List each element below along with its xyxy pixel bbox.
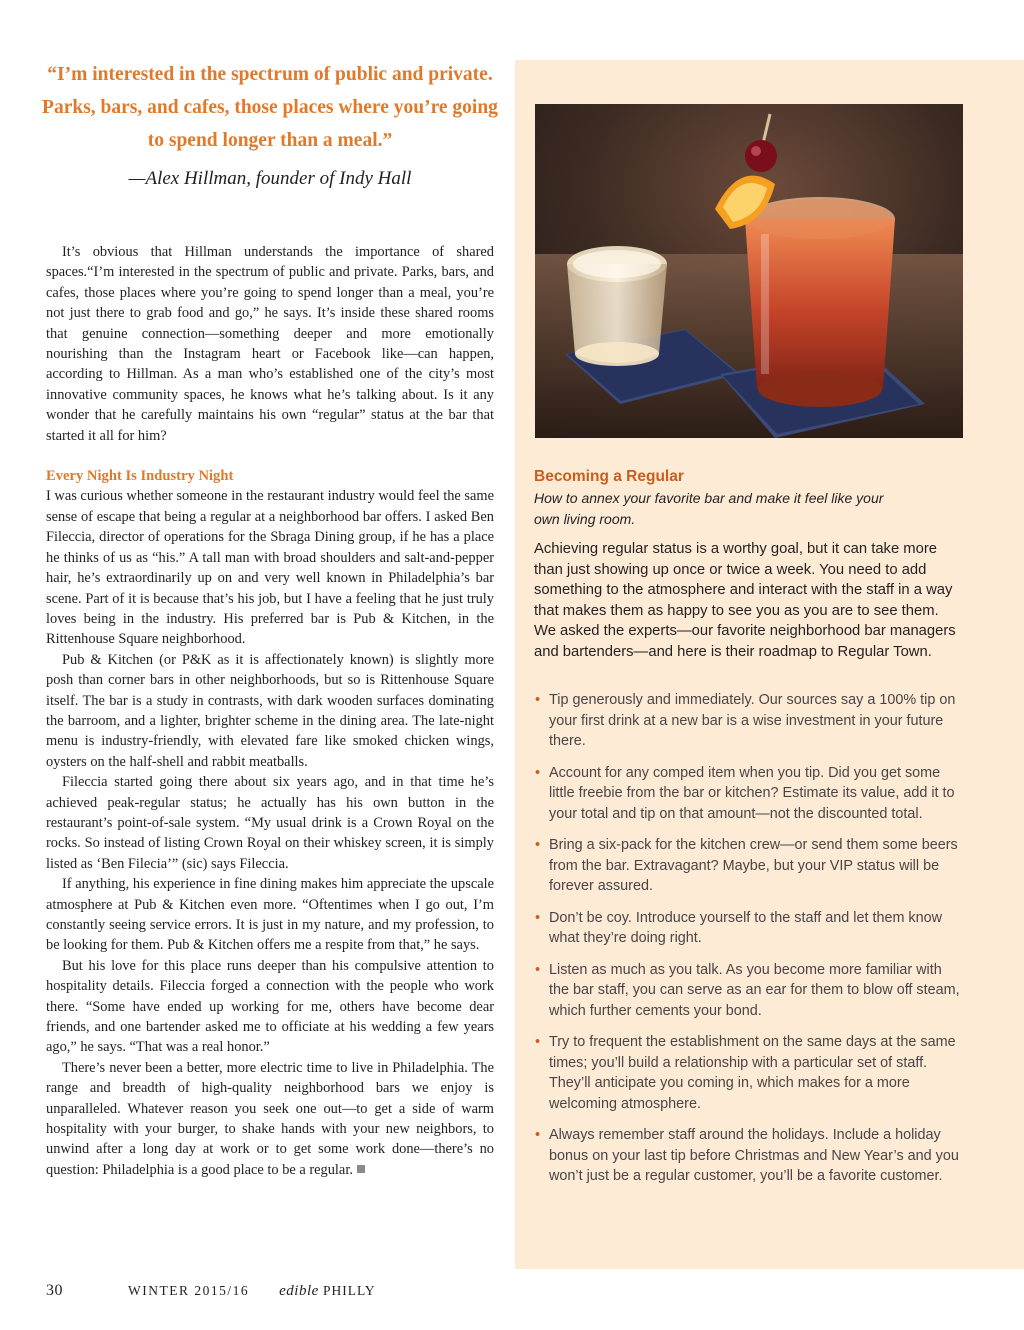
bullet-icon: • [535,909,541,926]
article-subhead: Every Night Is Industry Night [46,468,234,485]
tip-text: Account for any comped item when you tip. Did you get some little freebie from the bar or kitchen? Estimate its value, add it to your total and tip on that amount—not the discounted total. [549,764,955,822]
tips-list [534,690,962,1187]
bullet-icon: • [535,692,541,708]
end-mark-icon [357,1165,365,1173]
sidebar-subtitle: How to annex your favorite bar and make it feel like your own living room. [534,490,884,527]
bullet-icon: • [535,1127,541,1143]
article-paragraph: Fileccia started going there about six years ago, and in that time he’s achieved peak-regular status; he actually has his own button in the restaurant’s point-of-sale system. “My usual drink is a Crown Royal on the rocks. So instead of listing Crown Royal on their whiskey screen, it is simply listed as ‘Ben Filecia’” (sic) says Fileccia. [46,774,494,872]
bullet-icon: • [535,837,541,853]
cocktail-photo-illustration [535,104,963,438]
cocktail-photo [535,104,963,438]
tip-item [534,1032,962,1114]
tip-item [534,763,962,825]
sidebar-intro: Achieving regular status is a worthy goal, but it can take more than just showing up once or twice a week. You need to add something to the atmosphere and interact with the staff in a way that makes them as happy to see you as you are to see them. We asked the experts—our favorite neighborhood bar managers and bartenders—and here is their roadmap to Regular Town. [534,541,956,660]
article-last-paragraph-text: There’s never been a better, more electric time to live in Philadelphia. The range and breadth of high-quality neighborhood bars we enjoy is unparalleled. Whatever reason you seek one out—to get a side of warm hospitality with your burger, to shake hands with your new neighbors, to unwind after a long day at work or to get some work done—there’s no question: Philadelphia is a good place to be a regular. [46,1059,494,1178]
page-number: 30 [46,1282,63,1299]
tip-item [534,1125,962,1187]
tip-item [534,690,962,752]
article-body [46,242,494,1180]
tip-text: Always remember staff around the holidays. Include a holiday bonus on your last tip before Christmas and New Year’s and you won’t just be a regular customer, you’ll be a favorite customer. [549,1127,959,1184]
page-footer [46,1282,376,1304]
tip-text: Tip generously and immediately. Our sources say a 100% tip on your first drink at a new bar is a wise investment in your future there. [549,692,956,749]
brand-name: PHILLY [323,1283,376,1298]
article-paragraph: If anything, his experience in fine dining makes him appreciate the upscale atmosphere at Pub & Kitchen even more. “Oftentimes when I go out, I’m constantly seeing service errors. It is just in my nature, and my profession, to be looking for them. Pub & Kitchen offers me a respite from that,” he says. [46,876,494,954]
article-paragraph: But his love for this place runs deeper than his compulsive attention to hospitality details. Fileccia forged a connection with the people who work there. “Some have ended up working for me, others have become dear friends, and one bartender asked me to officiate at his wedding a few years ago,” he says. “That was a real honor.” [46,957,494,1056]
bullet-icon: • [535,764,541,781]
tip-text: Listen as much as you talk. As you become more familiar with the bar staff, you can serve as an ear for them to blow off steam, which further cements your bond. [549,961,960,1019]
article-intro-paragraph: It’s obvious that Hillman understands the importance of shared spaces.“I’m interested in the spectrum of public and private. Parks, bars, and cafes, those places where you’re going to spend longer than a meal, you’re not just there to grab food and go,” he says. It’s inside these shared rooms that genuine connection—something deeper and more emotionally nourishing than the Instagram heart or Facebook like—can happen, according to Hillman. As a man who’s established one of the city’s most innovative community spaces, he knows what he’s talking about. Is it any wonder that he carefully maintains his own “regular” status at the bar that started it all for him? [46,244,494,444]
tip-item [534,960,962,1022]
bullet-icon: • [535,1034,541,1050]
tip-text: Don’t be coy. Introduce yourself to the staff and let them know what they’re doing right. [549,909,943,946]
brand-name-italic: edible [279,1283,319,1299]
tip-text: Try to frequent the establishment on the same days at the same times; you’ll build a relationship with a particular set of staff. They’ll anticipate you coming in, which makes for a more welcoming atmosphere. [549,1034,956,1112]
issue-label: WINTER 2015/16 [128,1283,250,1298]
article-paragraph: Pub & Kitchen (or P&K as it is affectionately known) is slightly more posh than corner bars in other neighborhoods, but so is Rittenhouse Square itself. The bar is a study in contrasts, with dark wooden surfaces dominating the barroom, and a lighter, brighter scheme in the dining area. The late-night menu is industry-friendly, with elevated fare like smoked chicken wings, oysters on the half-shell and rabbit meatballs. [46,651,494,770]
pull-quote-attribution: —Alex Hillman, founder of Indy Hall [128,168,412,189]
tip-item [534,908,962,949]
article-paragraph: I was curious whether someone in the restaurant industry would feel the same sense of escape that being a regular at a neighborhood bar offers. I asked Ben Fileccia, director of operations for the Sbraga Dining group, if he has a place he thinks of us as “his.” A tall man with broad shoulders and salt-and-pepper hair, he’s extraordinarily up on and very well known in Philadelphia’s bar scene. Part of it is because that’s his job, but I have a feeling that he just truly loves being in the industry. His preferred bar is Pub & Kitchen, in the Rittenhouse Square neighborhood. [46,488,494,648]
tip-text: Bring a six-pack for the kitchen crew—or send them some beers from the bar. Extravagant? Maybe, but your VIP status will be forever assured. [549,837,958,894]
article-last-paragraph [46,1058,494,1180]
tip-item [534,835,962,897]
sidebar-title: Becoming a Regular [534,468,684,485]
pull-quote: “I’m interested in the spectrum of public and private. Parks, bars, and cafes, those places where you’re going to spend longer than a meal.” [42,64,498,151]
bullet-icon: • [535,961,541,978]
sidebar-content [534,466,962,1198]
